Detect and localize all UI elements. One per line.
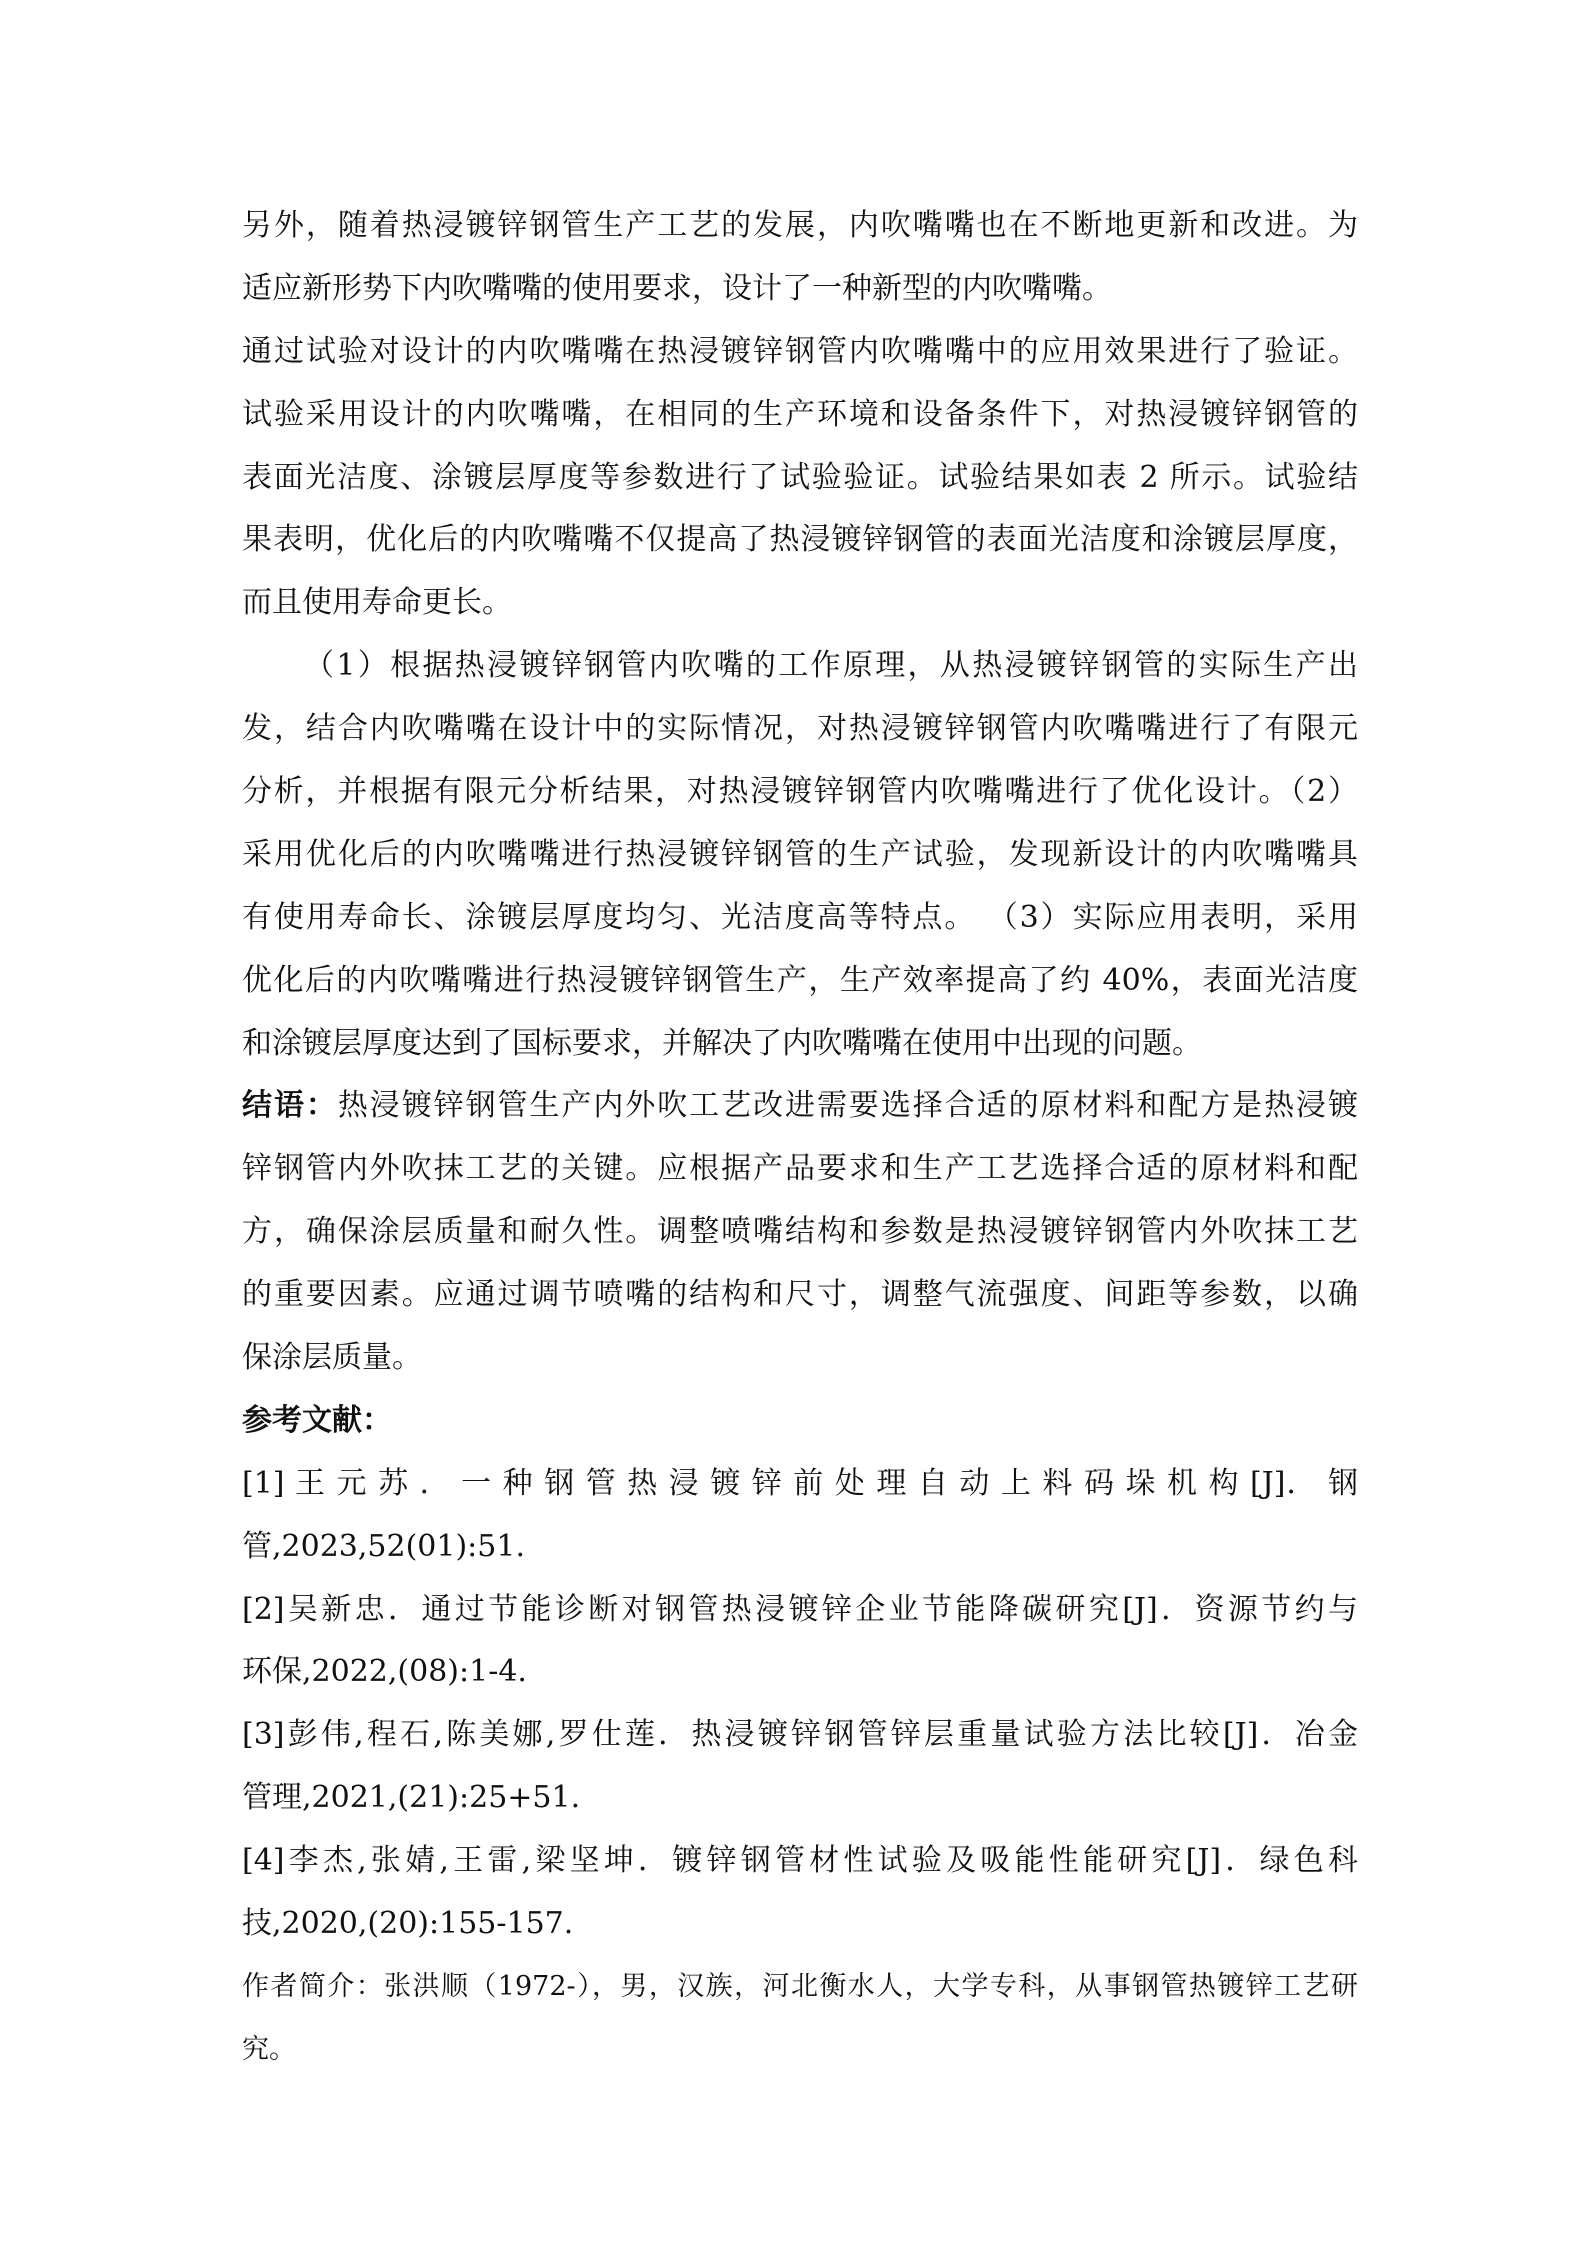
text-line: 采用优化后的内吹嘴嘴进行热浸镀锌钢管的生产试验，发现新设计的内吹嘴嘴具 [242,836,1358,872]
text-line: 的重要因素。应通过调节喷嘴的结构和尺寸，调整气流强度、间距等参数，以确 [242,1277,1358,1313]
text-line: 技,2020,(20):155-157. [242,1906,574,1942]
text-line: （1）根据热浸镀锌钢管内吹嘴的工作原理，从热浸镀锌钢管的实际生产出 [304,648,1358,684]
text-line: 和涂镀层厚度达到了国标要求，并解决了内吹嘴嘴在使用中出现的问题。 [242,1025,1202,1061]
text-line: 有使用寿命长、涂镀层厚度均匀、光洁度高等特点。 （3）实际应用表明，采用 [242,899,1358,935]
paragraph-intro [242,195,1358,321]
document-page [242,195,1358,2082]
reference-item [242,1579,1358,1705]
text-line: 方，确保涂层质量和耐久性。调整喷嘴结构和参数是热浸镀锌钢管内外吹抹工艺 [242,1214,1358,1250]
text-line: 另外，随着热浸镀锌钢管生产工艺的发展，内吹嘴嘴也在不断地更新和改进。为 [242,208,1358,243]
references-section [242,1390,1358,1956]
text-line: 而且使用寿命更长。 [242,585,512,621]
text-line: 试验采用设计的内吹嘴嘴，在相同的生产环境和设备条件下，对热浸镀锌钢管的 [242,396,1358,432]
text-line: [1] 王 元 苏 ． 一 种 钢 管 热 浸 镀 锌 前 处 理 自 动 上 料 码 垛 机 构 [J]． 钢 [242,1465,1358,1501]
text-line: 果表明，优化后的内吹嘴嘴不仅提高了热浸镀锌钢管的表面光洁度和涂镀层厚度， [242,522,1358,558]
references-heading: 参考文献： [242,1402,392,1438]
text-line: 发，结合内吹嘴嘴在设计中的实际情况，对热浸镀锌钢管内吹嘴嘴进行了有限元 [242,711,1358,747]
text-line [242,1075,1358,1138]
paragraph-verification [242,321,1358,635]
text-line: 优化后的内吹嘴嘴进行热浸镀锌钢管生产，生产效率提高了约 40%，表面光洁度 [242,962,1358,998]
text-line: 管,2023,52(01):51. [242,1528,525,1564]
text-line: [4]李杰,张婧,王雷,梁坚坤．镀锌钢管材性试验及吸能性能研究[J]．绿色科 [242,1843,1358,1879]
author-bio [242,1956,1358,2082]
text-line: 究。 [242,2033,296,2065]
text-line: 通过试验对设计的内吹嘴嘴在热浸镀锌钢管内吹嘴嘴中的应用效果进行了验证。 [242,333,1358,369]
text-line: 锌钢管内外吹抹工艺的关键。应根据产品要求和生产工艺选择合适的原材料和配 [242,1151,1358,1187]
text-line: [3]彭伟,程石,陈美娜,罗仕莲．热浸镀锌钢管锌层重量试验方法比较[J]．冶金 [242,1717,1358,1753]
reference-item [242,1704,1358,1830]
text-line: 适应新形势下内吹嘴嘴的使用要求，设计了一种新型的内吹嘴嘴。 [242,270,1112,306]
paragraph-conclusion [242,1075,1358,1389]
text-line: 表面光洁度、涂镀层厚度等参数进行了试验验证。试验结果如表 2 所示。试验结 [242,459,1358,495]
conclusion-text: 热浸镀锌钢管生产内外吹工艺改进需要选择合适的原材料和配方是热浸镀 [337,1088,1359,1124]
conclusion-label: 结语： [242,1088,338,1124]
text-line: [2]吴新忠．通过节能诊断对钢管热浸镀锌企业节能降碳研究[J]．资源节约与 [242,1591,1358,1627]
paragraph-findings [242,635,1358,1075]
text-line: 管理,2021,(21):25+51. [242,1780,581,1816]
text-line: 作者简介：张洪顺（1972-），男，汉族，河北衡水人，大学专科，从事钢管热镀锌工艺研 [242,1970,1358,2002]
reference-item [242,1453,1358,1579]
reference-item [242,1830,1358,1956]
text-line: 保涂层质量。 [242,1340,422,1376]
text-line: 分析，并根据有限元分析结果，对热浸镀锌钢管内吹嘴嘴进行了优化设计。（2） [242,774,1358,810]
text-line: 环保,2022,(08):1-4. [242,1654,527,1690]
